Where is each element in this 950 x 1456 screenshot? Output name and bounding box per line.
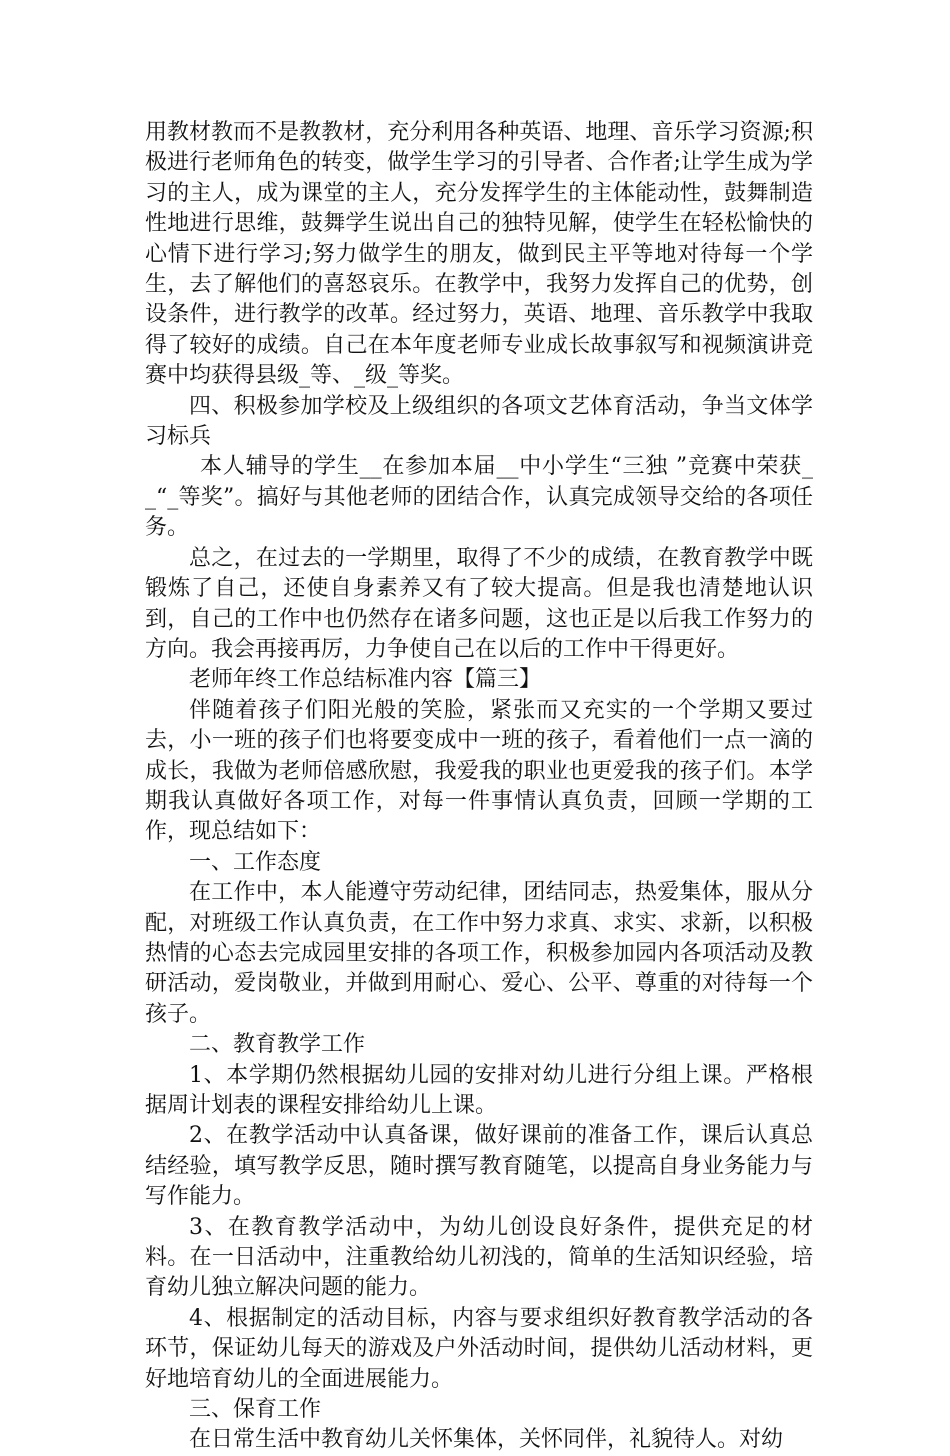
paragraph-childcare: 在日常生活中教育幼儿关怀集体，关怀同伴，礼貌待人。对幼 — [189, 1427, 784, 1453]
heading-work-attitude: 一、工作态度 — [189, 849, 322, 875]
paragraph-teaching-reform: 用教材教而不是教教材，充分利用各种英语、地理、音乐学习资源;积极进行老师角色的转变，做学生学习的引导者、合作者;让学生成为学习的主人，成为课堂的主人，充分发挥学生的主体能动性，鼓舞制造性地进行思维，鼓舞学生说出自己的独特见解，使学生在轻松愉快的心情下进行学习;努力做学生的朋友，做到民主平等地对待每一个学生，去了解他们的喜怒哀乐。在教学中，我努力发挥自己的优势，创设条件，进行教学的改革。经过努力，英语、地理、音乐教学中我取得了较好的成绩。自己在本年度老师专业成长故事叙写和视频演讲竞赛中均获得县级_等、_级_等奖。 — [145, 120, 813, 389]
document-body — [145, 118, 813, 1456]
paragraph-teaching-item-3: 3、在教育教学活动中，为幼儿创设良好条件，提供充足的材料。在一日活动中，注重教给幼儿初浅的，简单的生活知识经验，培育幼儿独立解决问题的能力。 — [145, 1214, 813, 1301]
paragraph-summary: 总之，在过去的一学期里，取得了不少的成绩，在教育教学中既锻炼了自己，还使自身素养又有了较大提高。但是我也清楚地认识到，自己的工作中也仍然存在诸多问题，这也正是以后我工作努力的方向。我会再接再厉，力争使自己在以后的工作中干得更好。 — [145, 545, 813, 662]
paragraph-teaching-item-1: 1、本学期仍然根据幼儿园的安排对幼儿进行分组上课。严格根据周计划表的课程安排给幼儿上课。 — [145, 1062, 813, 1118]
heading-education-teaching: 二、教育教学工作 — [189, 1032, 366, 1058]
paragraph-introduction: 伴随着孩子们阳光般的笑脸，紧张而又充实的一个学期又要过去，小一班的孩子们也将要变成中一班的孩子，看着他们一点一滴的成长，我做为老师倍感欣慰，我爱我的职业也更爱我的孩子们。本学期我认真做好各项工作，对每一件事情认真负责，回顾一学期的工作，现总结如下： — [145, 697, 813, 845]
paragraph-work-attitude: 在工作中，本人能遵守劳动纪律，团结同志，热爱集体，服从分配，对班级工作认真负责，在工作中努力求真、求实、求新，以积极热情的心态去完成园里安排的各项工作，积极参加园内各项活动及教研活动，爱岗敬业，并做到用耐心、爱心、公平、尊重的对待每一个孩子。 — [145, 880, 813, 1027]
paragraph-teaching-item-4: 4、根据制定的活动目标，内容与要求组织好教育教学活动的各环节，保证幼儿每天的游戏及户外活动时间，提供幼儿活动材料，更好地培育幼儿的全面进展能力。 — [145, 1305, 813, 1392]
paragraph-student-award: 本人辅导的学生__在参加本届__中小学生“三独 ”竞赛中荣获__“_等奖”。搞好与其他老师的团结合作，认真完成领导交给的各项任务。 — [145, 454, 813, 541]
heading-childcare-work: 三、保育工作 — [189, 1397, 322, 1423]
heading-article-three: 老师年终工作总结标准内容【篇三】 — [189, 667, 542, 693]
paragraph-teaching-item-2: 2、在教学活动中认真备课，做好课前的准备工作，课后认真总结经验，填写教学反思，随时撰写教育随笔，以提高自身业务能力与写作能力。 — [145, 1123, 813, 1210]
heading-section-four: 四、积极参加学校及上级组织的各项文艺体育活动，争当文体学习标兵 — [145, 393, 813, 450]
